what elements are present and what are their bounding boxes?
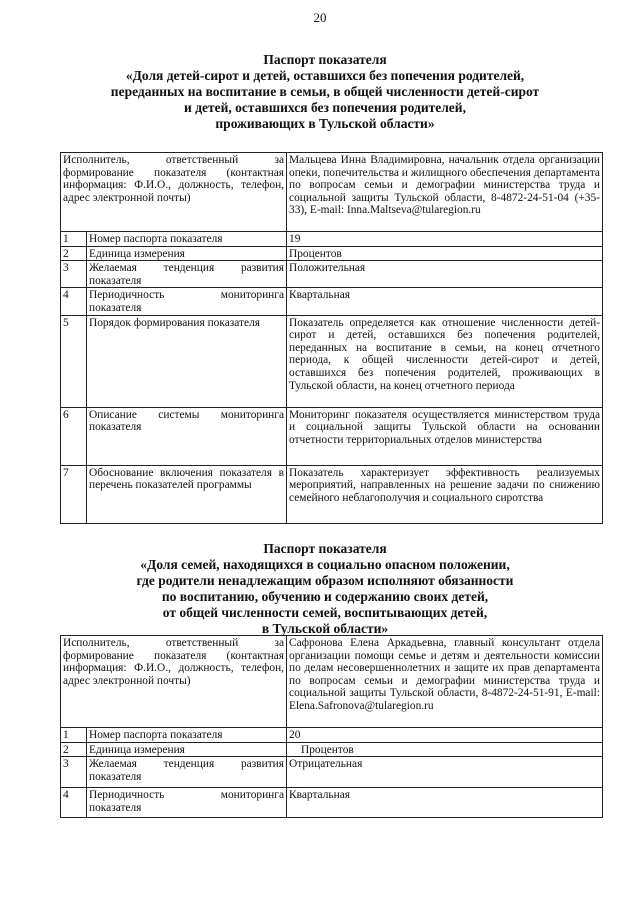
page-number: 20 [313,10,327,25]
table-row [61,465,603,523]
title-line: Паспорт показателя [263,52,387,67]
title-line: переданных на воспитание в семьи, в общей численности детей-сирот [110,84,540,99]
title-line: «Доля семей, находящихся в социально опасном положении, [140,557,510,572]
row-number: 4 [61,788,87,818]
executor-value: Мальцева Инна Владимировна, начальник отдела организации опеки, попечительства и жилищного обеспечения департамента по вопросам семьи и демографии министерства труда и социальной защиты Тульской области, 8-4872-24-51-04 (+35-33), E-mail: Inna.Maltseva@tularegion.ru [287,153,603,232]
title-line: Паспорт показателя [263,541,387,556]
row-number: 1 [61,728,87,743]
row-label: Периодичность мониторинга показателя [87,288,287,315]
row-value: Квартальная [287,288,603,315]
passport-1-title [40,52,610,132]
row-number: 2 [61,246,87,261]
executor-row [61,153,603,232]
row-value: Процентов [287,246,603,261]
row-number: 6 [61,407,87,465]
row-label: Номер паспорта показателя [87,232,287,247]
passport-2-title [40,541,610,637]
table-row [61,728,603,743]
row-label: Порядок формирования показателя [87,315,287,407]
table-row [61,407,603,465]
title-line: проживающих в Тульской области» [215,116,435,131]
row-number: 2 [61,742,87,757]
title-line: где родители ненадлежащим образом исполняют обязанности [136,573,514,588]
row-value: Положительная [287,261,603,288]
executor-label: Исполнитель, ответственный за формирование показателя (контактная информация: Ф.И.О., должность, телефон, адрес электронной почты) [61,636,287,728]
row-value: Квартальная [287,788,603,818]
title-line: в Тульской области» [261,621,389,636]
title-line: и детей, оставшихся без попечения родителей, [184,100,466,115]
table-row [61,261,603,288]
row-label: Единица измерения [87,742,287,757]
row-label: Обоснование включения показателя в перечень показателей программы [87,465,287,523]
row-number: 1 [61,232,87,247]
row-label: Единица измерения [87,246,287,261]
row-number: 3 [61,757,87,788]
row-label: Номер паспорта показателя [87,728,287,743]
row-value: 20 [287,728,603,743]
row-value: Показатель характеризует эффективность реализуемых мероприятий, направленных на решение задачи по снижению семейного неблагополучия и социального сиротства [287,465,603,523]
table-row [61,315,603,407]
row-label: Желаемая тенденция развития показателя [87,261,287,288]
table-row [61,288,603,315]
table-row [61,742,603,757]
title-line: от общей численности семей, воспитывающих детей, [162,605,488,620]
executor-row [61,636,603,728]
row-label: Периодичность мониторинга показателя [87,788,287,818]
row-label: Описание системы мониторинга показателя [87,407,287,465]
table-row [61,246,603,261]
row-value: 19 [287,232,603,247]
row-number: 3 [61,261,87,288]
row-value: Показатель определяется как отношение численности детей-сирот и детей, оставшихся без попечения родителей, переданных на воспитание в семьи, на конец отчетного периода, к общей численности детей-сирот и детей, оставшихся без попечения родителей, проживающих в Тульской области, на конец отчетного периода [287,315,603,407]
row-value: Отрицательная [287,757,603,788]
row-number: 4 [61,288,87,315]
passport-1-table [60,152,603,524]
row-label: Желаемая тенденция развития показателя [87,757,287,788]
row-value: Мониторинг показателя осуществляется министерством труда и социальной защиты Тульской области на основании отчетности территориальных отделов министерства [287,407,603,465]
row-number: 7 [61,465,87,523]
row-value: Процентов [287,742,603,757]
executor-value: Сафронова Елена Аркадьевна, главный консультант отдела организации помощи семье и детям и деятельности комиссии по делам несовершеннолетних и защите их прав департамента по вопросам семьи и демографии министерства труда и социальной защиты Тульской области, 8-4872-24-51-91, E-mail: Elena.Safronova@tularegion.ru [287,636,603,728]
row-number: 5 [61,315,87,407]
title-line: по воспитанию, обучению и содержанию своих детей, [161,589,489,604]
table-row [61,232,603,247]
executor-label: Исполнитель, ответственный за формирование показателя (контактная информация: Ф.И.О., должность, телефон, адрес электронной почты) [61,153,287,232]
table-row [61,757,603,788]
passport-2-table [60,635,603,818]
table-row [61,788,603,818]
title-line: «Доля детей-сирот и детей, оставшихся без попечения родителей, [125,68,525,83]
